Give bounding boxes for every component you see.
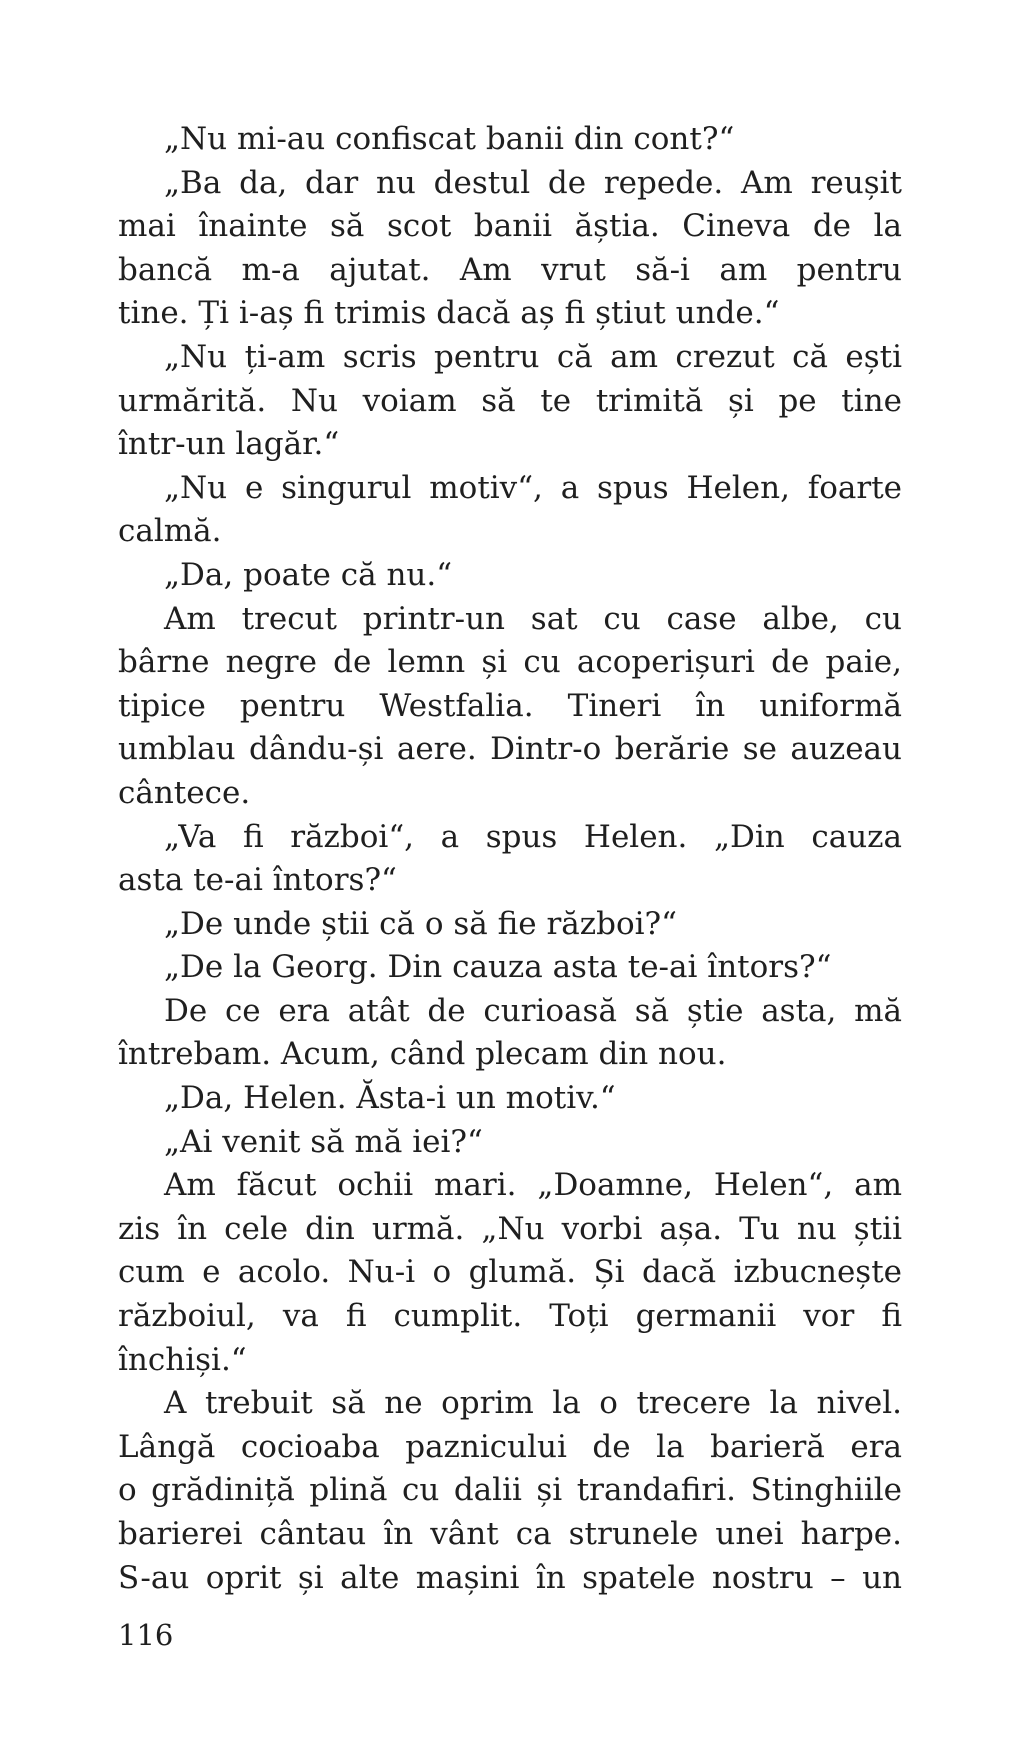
- page-number: 116: [118, 1618, 174, 1652]
- text-line: S-au oprit și alte mașini în spatele nostru – un: [118, 1559, 902, 1596]
- text-line: într-un lagăr.“: [118, 426, 340, 463]
- body-text: [118, 118, 902, 1600]
- text-line: Lângă cocioaba paznicului de la barieră era: [118, 1428, 902, 1465]
- text-line: Am făcut ochii mari. „Doamne, Helen“, am: [164, 1167, 902, 1204]
- text-line: cântece.: [118, 774, 251, 811]
- text-line: războiul, va fi cumplit. Toți germanii vor fi: [118, 1298, 902, 1335]
- text-line: „Nu mi-au confiscat banii din cont?“: [164, 121, 735, 157]
- text-line: „Nu e singurul motiv“, a spus Helen, foarte: [164, 469, 902, 506]
- text-line: asta te-ai întors?“: [118, 862, 397, 899]
- text-line: „Ba da, dar nu destul de repede. Am reușit: [164, 164, 902, 201]
- text-line: „De unde știi că o să fie război?“: [164, 905, 677, 942]
- text-line: „De la Georg. Din cauza asta te-ai întors?“: [164, 949, 832, 986]
- text-line: A trebuit să ne oprim la o trecere la nivel.: [164, 1385, 902, 1422]
- text-line: tipice pentru Westfalia. Tineri în uniformă: [118, 687, 902, 724]
- text-line: închiși.“: [118, 1341, 247, 1378]
- text-line: calmă.: [118, 513, 222, 550]
- text-line: cum e acolo. Nu-i o glumă. Și dacă izbucnește: [118, 1254, 902, 1291]
- text-line: bârne negre de lemn și cu acoperișuri de paie,: [118, 644, 902, 681]
- text-line: „Va fi război“, a spus Helen. „Din cauza: [164, 818, 902, 855]
- text-line: bancă m-a ajutat. Am vrut să-i am pentru: [118, 251, 902, 288]
- text-line: De ce era atât de curioasă să știe asta, mă: [164, 992, 902, 1029]
- text-line: „Da, poate că nu.“: [164, 556, 453, 593]
- text-line: umblau dându-și aere. Dintr-o berărie se auzeau: [118, 731, 902, 768]
- text-line: „Ai venit să mă iei?“: [164, 1123, 483, 1160]
- text-line: „Da, Helen. Ăsta-i un motiv.“: [164, 1080, 616, 1117]
- text-line: zis în cele din urmă. „Nu vorbi așa. Tu nu știi: [118, 1210, 902, 1247]
- text-line: Am trecut printr-un sat cu case albe, cu: [164, 600, 902, 637]
- text-line: tine. Ți i-aș fi trimis dacă aș fi știut unde.“: [118, 295, 780, 332]
- text-line: „Nu ți-am scris pentru că am crezut că ești: [164, 338, 902, 375]
- text-line: urmărită. Nu voiam să te trimită și pe tine: [118, 382, 902, 419]
- text-line: mai înainte să scot banii ăștia. Cineva de la: [118, 208, 902, 245]
- text-line: o grădiniță plină cu dalii și trandafiri. Stinghiile: [118, 1472, 902, 1509]
- text-line: barierei cântau în vânt ca strunele unei harpe.: [118, 1516, 902, 1552]
- text-line: întrebam. Acum, când plecam din nou.: [118, 1036, 727, 1073]
